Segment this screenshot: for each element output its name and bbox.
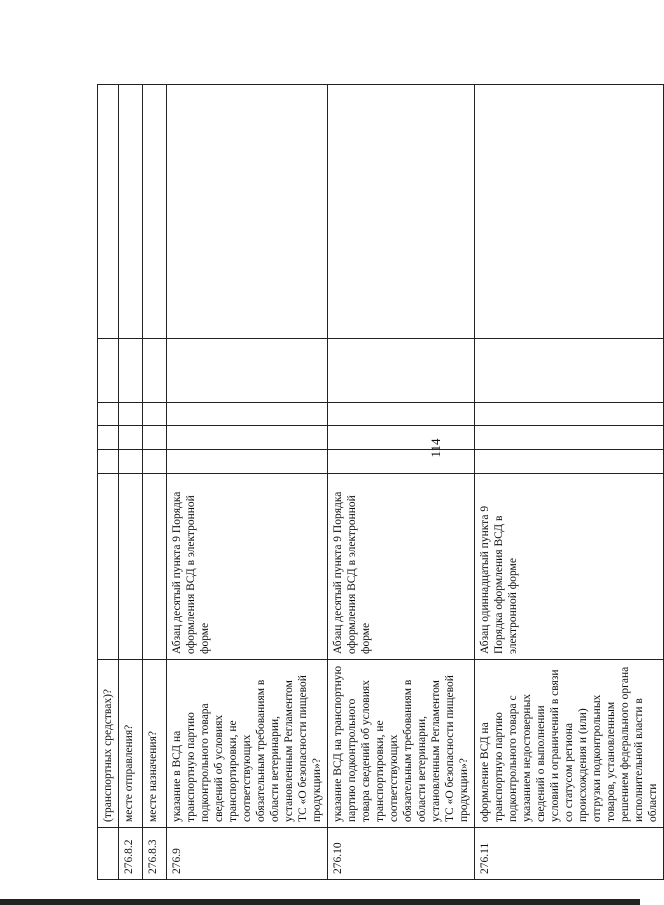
item-number: 276.8.2: [119, 828, 143, 880]
answer-na-cell: [143, 403, 167, 426]
answer-no-cell: [328, 426, 475, 450]
question-text: указание в ВСД на транспортную партию подконтрольного товара сведений об условиях транспортировки, не соответствующих обязательным требованиям в области ветеринарии, установленным Регламентом ТС «О безопасности пищевой продукции»?: [171, 675, 323, 822]
page-number: 114: [428, 438, 443, 458]
answer-na-cell: [328, 403, 475, 426]
reference-cell: [143, 474, 167, 660]
question-cell: [98, 660, 119, 828]
question-text: месте отправления?: [123, 724, 135, 822]
table-row: [167, 85, 328, 880]
reference-text: Абзац одиннадцатый пункта 9 Порядка оформления ВСД в электронной форме: [479, 505, 519, 654]
note-cell: [328, 339, 475, 403]
note-cell: [143, 339, 167, 403]
scan-bottom-edge: [0, 899, 640, 905]
answer-no-cell: [98, 426, 119, 450]
table-row: [328, 85, 475, 880]
question-text: месте назначения?: [147, 731, 159, 822]
remarks-cell: [167, 85, 328, 339]
reference-text: Абзац десятый пункта 9 Порядка оформления ВСД в электронной форме: [332, 491, 372, 654]
reference-cell: [475, 474, 664, 660]
question-cell: [167, 660, 328, 828]
question-text: оформление ВСД на транспортную партию подконтрольного товара с указанием недостоверных сведений о выполнении условий и ограничений в связи со статусом региона происхождения и (или) отгрузки подконтрольных товаров, установленным решением федерального органа исполнительной власти в области: [479, 666, 659, 822]
answer-yes-cell: [98, 450, 119, 474]
answer-no-cell: [167, 426, 328, 450]
question-cell: [143, 660, 167, 828]
answer-yes-cell: [328, 450, 475, 474]
item-number: [98, 828, 119, 880]
remarks-cell: [98, 85, 119, 339]
item-number: 276.8.3: [143, 828, 167, 880]
note-cell: [119, 339, 143, 403]
question-cell: [119, 660, 143, 828]
remarks-cell: [475, 85, 664, 339]
answer-na-cell: [475, 403, 664, 426]
answer-no-cell: [119, 426, 143, 450]
answer-no-cell: [143, 426, 167, 450]
table-row: [143, 85, 167, 880]
table-row: [98, 85, 119, 880]
table-row: [119, 85, 143, 880]
note-cell: [167, 339, 328, 403]
answer-yes-cell: [143, 450, 167, 474]
remarks-cell: [119, 85, 143, 339]
reference-cell: [167, 474, 328, 660]
answer-na-cell: [119, 403, 143, 426]
checklist-table-rotated: [97, 85, 659, 880]
note-cell: [98, 339, 119, 403]
reference-cell: [119, 474, 143, 660]
question-text: (транспортных средствах)?: [102, 689, 114, 822]
table-row: [475, 85, 664, 880]
remarks-cell: [143, 85, 167, 339]
remarks-cell: [328, 85, 475, 339]
item-number: 276.10: [328, 828, 475, 880]
question-cell: [475, 660, 664, 828]
question-cell: [328, 660, 475, 828]
answer-yes-cell: [167, 450, 328, 474]
item-number: 276.11: [475, 828, 664, 880]
answer-yes-cell: [119, 450, 143, 474]
answer-na-cell: [167, 403, 328, 426]
answer-yes-cell: [475, 450, 664, 474]
checklist-table: [97, 84, 664, 880]
reference-cell: [98, 474, 119, 660]
answer-no-cell: [475, 426, 664, 450]
question-text: указание ВСД на транспортную партию подконтрольного товара сведений об условиях транспортировки, не соответствующих обязательным требованиям в области ветеринарии, установленным Регламентом ТС «О безопасности пищевой продукции»?: [332, 665, 470, 822]
reference-cell: [328, 474, 475, 660]
item-number: 276.9: [167, 828, 328, 880]
reference-text: Абзац десятый пункта 9 Порядка оформления ВСД в электронной форме: [171, 491, 211, 654]
answer-na-cell: [98, 403, 119, 426]
checklist-table-frame: [97, 85, 659, 880]
note-cell: [475, 339, 664, 403]
